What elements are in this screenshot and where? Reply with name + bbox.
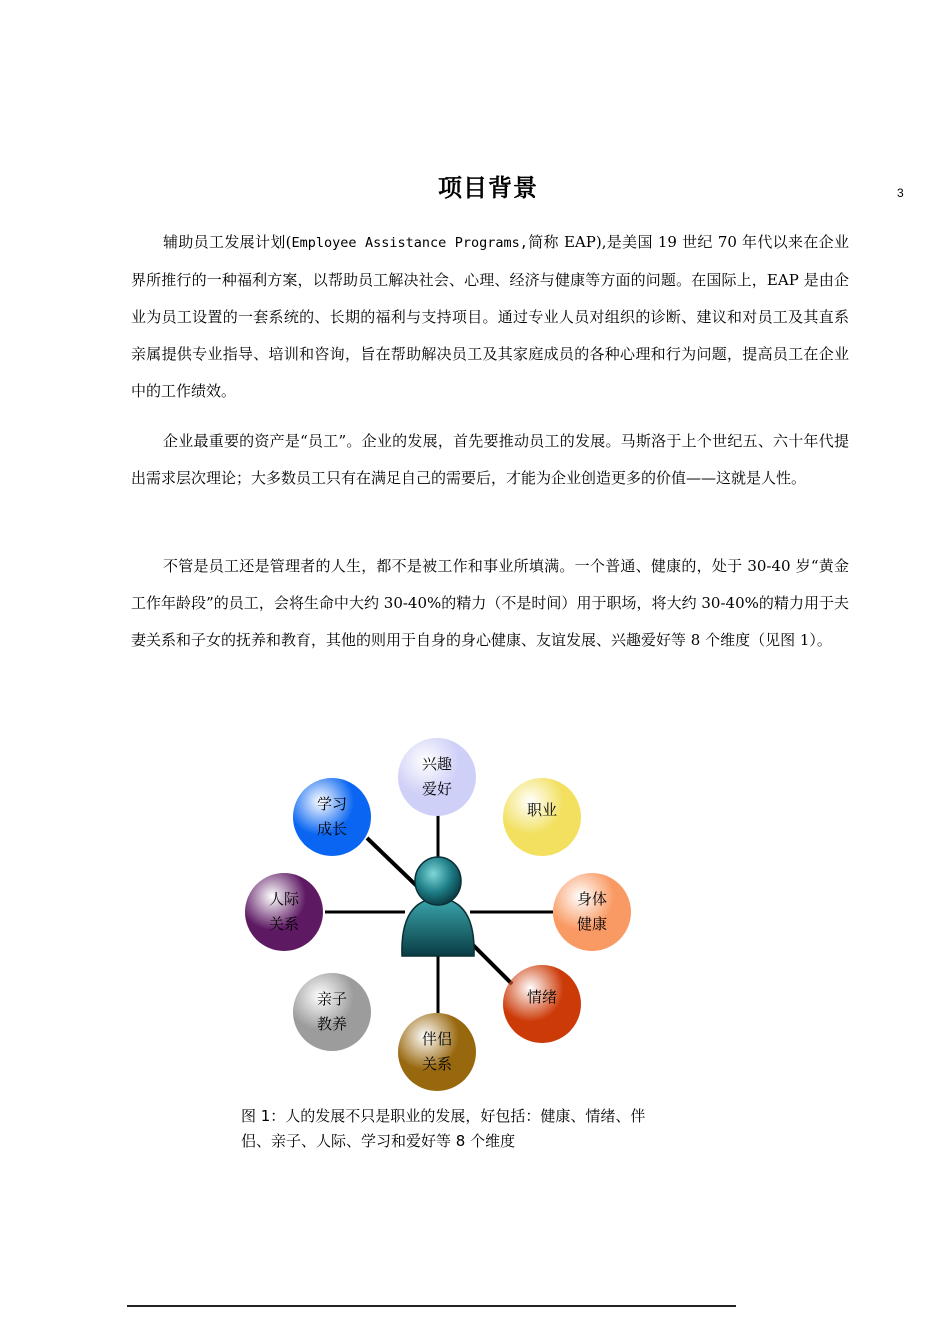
person-icon	[402, 857, 474, 956]
node-interpersonal	[245, 873, 323, 951]
line-emotion	[470, 942, 512, 984]
paragraph-life-dimensions: 不管是员工还是管理者的人生，都不是被工作和事业所填满。一个普通、健康的，处于 30-40 岁“黄金工作年龄段”的员工，会将生命中大约 30-40%的精力（不是时间）用于职场，将大约 30-40%的精力用于夫妻关系和子女的抚养和教育，其他的则用于自身的身心健康、友谊发展、兴趣爱好等 8 个维度（见图 1）。	[131, 557, 849, 649]
paragraph-text: 辅助员工发展计划(	[163, 233, 292, 251]
node-interest-hobby	[398, 738, 476, 816]
development-dimensions-diagram	[230, 728, 650, 1098]
node-label: 兴趣	[421, 755, 452, 773]
page-number: 3	[897, 186, 904, 200]
node-label: 关系	[268, 915, 299, 933]
figure-caption: 图 1：人的发展不只是职业的发展，好包括：健康、情绪、伴侣、亲子、人际、学习和爱好等 8 个维度	[241, 1107, 646, 1150]
node-label: 健康	[576, 915, 607, 933]
node-label: 职业	[526, 800, 557, 819]
paragraph-text: 简称 EAP),是美国 19 世纪 70 年代以来在企业界所推行的一种福利方案，以帮助员工解决社会、心理、经济与健康等方面的问题。在国际上，EAP 是由企业为员工设置的一套系统的、长期的福利与支持项目。通过专业人员对组织的诊断、建议和对员工及其直系亲属提供专业指导、培训和咨询，旨在帮助解决员工及其家庭成员的各种心理和行为问题，提高员工在企业中的工作绩效。	[131, 233, 850, 400]
paragraph-employee-asset: 企业最重要的资产是“员工”。企业的发展，首先要推动员工的发展。马斯洛于上个世纪五、六十年代提出需求层次理论；大多数员工只有在满足自己的需要后，才能为企业创造更多的价值——这就是人性。	[131, 432, 849, 487]
node-label: 关系	[421, 1055, 452, 1073]
footer-divider	[127, 1305, 736, 1307]
node-learning-growth	[293, 778, 371, 856]
node-label: 爱好	[421, 780, 452, 798]
node-label: 情绪	[526, 987, 557, 1006]
node-career	[503, 778, 581, 856]
node-label: 学习	[316, 795, 347, 813]
line-learning	[367, 838, 422, 891]
page-title: 项目背景	[438, 174, 538, 202]
node-partner-relationship	[398, 1013, 476, 1091]
node-label: 亲子	[316, 990, 347, 1008]
paragraph-eap-definition	[131, 224, 849, 410]
paragraph-text-english: Employee Assistance Programs,	[291, 235, 528, 251]
node-emotion	[503, 965, 581, 1043]
node-label: 伴侣	[421, 1030, 452, 1048]
node-parenting	[293, 973, 371, 1051]
node-label: 人际	[268, 890, 299, 908]
node-label: 成长	[316, 820, 347, 838]
node-label: 身体	[576, 890, 607, 908]
node-label: 教养	[316, 1015, 347, 1033]
node-physical-health	[553, 873, 631, 951]
